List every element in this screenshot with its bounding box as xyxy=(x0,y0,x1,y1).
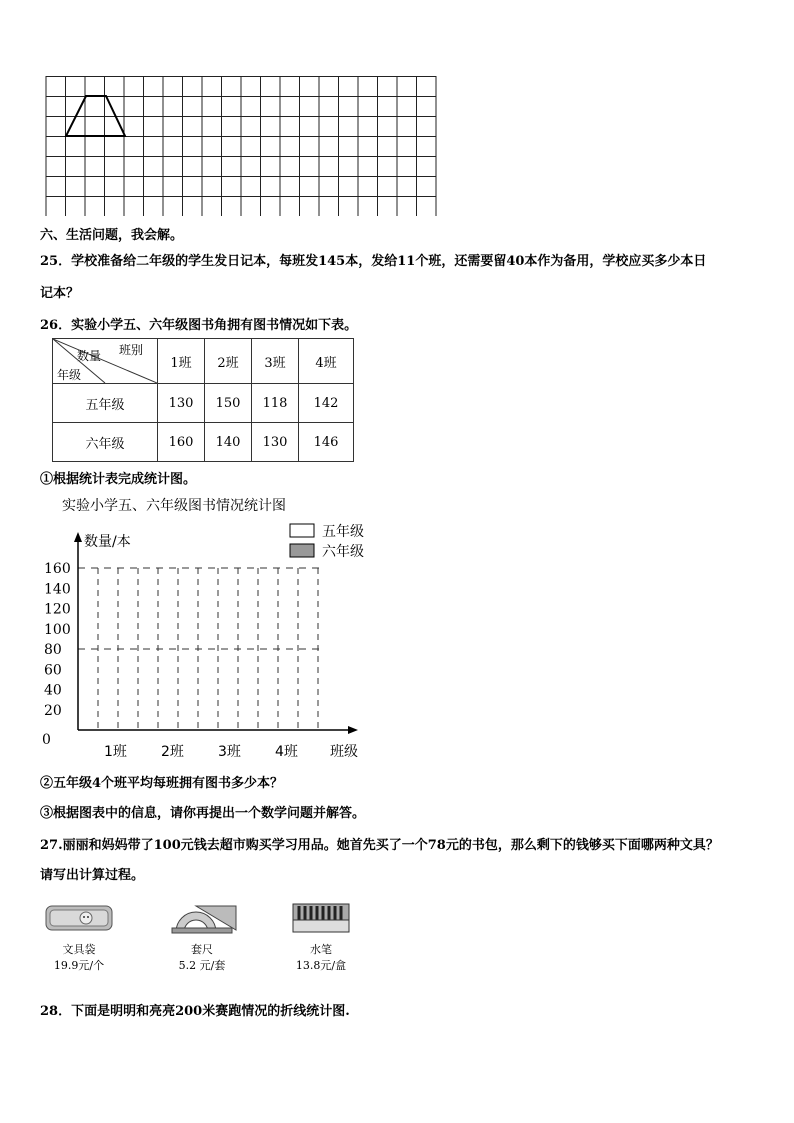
table-cell: 146 xyxy=(299,423,354,462)
x-axis-arrow xyxy=(348,726,358,734)
legend-swatch-grade6 xyxy=(290,544,314,557)
item-price: 5.2 元/套 xyxy=(178,959,226,972)
column-header: 2班 xyxy=(205,339,252,384)
item-name: 水笔 xyxy=(310,943,332,956)
y-tick-label: 120 xyxy=(44,601,71,618)
section-6-title: 六、生活问题，我会解。 xyxy=(40,228,184,243)
q26-intro: 26．实验小学五、六年级图书角拥有图书情况如下表。 xyxy=(40,318,358,333)
table-cell: 142 xyxy=(299,384,354,423)
table-cell: 130 xyxy=(252,423,299,462)
book-bar-chart xyxy=(40,490,400,765)
diagonal-header-cell xyxy=(53,339,158,384)
item-name: 套尺 xyxy=(191,943,213,956)
table-cell: 140 xyxy=(205,423,252,462)
item-price: 19.9元/个 xyxy=(53,959,105,972)
item-pens xyxy=(276,902,366,973)
header-class-label: 班别 xyxy=(119,343,144,357)
q25-line1: 25．学校准备给二年级的学生发日记本，每班发145本，发给11个班，还需要留40本作为备用，学校应买多少本日 xyxy=(40,254,707,269)
table-cell: 160 xyxy=(158,423,205,462)
y-tick-label: 20 xyxy=(44,702,62,719)
x-tick-label: 3班 xyxy=(218,744,241,760)
q28-text: 28．下面是明明和亮亮200米赛跑情况的折线统计图. xyxy=(40,1004,350,1019)
header-qty-label: 数量 xyxy=(77,349,102,363)
y-axis-arrow xyxy=(74,532,82,542)
table-header-row xyxy=(53,339,354,384)
y-tick-label: 140 xyxy=(44,581,71,598)
q27-line2: 请写出计算过程。 xyxy=(40,868,145,883)
row-label: 六年级 xyxy=(53,423,158,462)
column-header: 3班 xyxy=(252,339,299,384)
ruler-set-icon xyxy=(166,902,238,934)
y-tick-label: 40 xyxy=(44,682,62,699)
table-cell: 130 xyxy=(158,384,205,423)
q25-line2: 记本？ xyxy=(40,286,80,301)
legend-label-grade5: 五年级 xyxy=(322,524,364,540)
x-tick-label: 4班 xyxy=(275,744,298,760)
legend-swatch-grade5 xyxy=(290,524,314,537)
x-axis-label: 班级 xyxy=(330,744,358,760)
chart-title: 实验小学五、六年级图书情况统计图 xyxy=(62,498,286,514)
table-cell: 118 xyxy=(252,384,299,423)
item-pencil-case xyxy=(34,902,124,973)
column-header: 4班 xyxy=(299,339,354,384)
column-header: 1班 xyxy=(158,339,205,384)
y-axis-label: 数量/本 xyxy=(84,534,131,550)
y-tick-label: 80 xyxy=(44,642,62,658)
y-tick-label: 160 xyxy=(44,561,71,577)
legend-label-grade6: 六年级 xyxy=(322,544,364,560)
q26-sub2: ②五年级4个班平均每班拥有图书多少本？ xyxy=(40,776,284,791)
y-tick-label: 60 xyxy=(44,662,62,679)
item-name: 文具袋 xyxy=(62,943,96,956)
pencil-case-icon xyxy=(40,902,118,934)
book-table xyxy=(52,338,354,462)
y-tick-label: 0 xyxy=(42,732,51,748)
q26-sub3: ③根据图表中的信息，请你再提出一个数学问题并解答。 xyxy=(40,806,366,821)
pen-box-icon xyxy=(289,902,353,934)
table-row xyxy=(53,384,354,423)
table-cell: 150 xyxy=(205,384,252,423)
row-label: 五年级 xyxy=(53,384,158,423)
x-tick-label: 1班 xyxy=(104,744,127,760)
y-tick-label: 100 xyxy=(44,621,71,638)
item-price: 13.8元/盒 xyxy=(295,959,347,972)
x-tick-label: 2班 xyxy=(161,744,184,760)
q26-sub1: ①根据统计表完成统计图。 xyxy=(40,472,197,487)
table-row xyxy=(53,423,354,462)
q27-line1: 27.丽丽和妈妈带了100元钱去超市购买学习用品。她首先买了一个78元的书包，那么剩下的钱够买下面哪两种文具？ xyxy=(40,838,719,853)
trapezoid-grid-figure xyxy=(45,76,437,216)
item-ruler-set xyxy=(157,902,247,973)
header-grade-label: 年级 xyxy=(57,368,82,382)
